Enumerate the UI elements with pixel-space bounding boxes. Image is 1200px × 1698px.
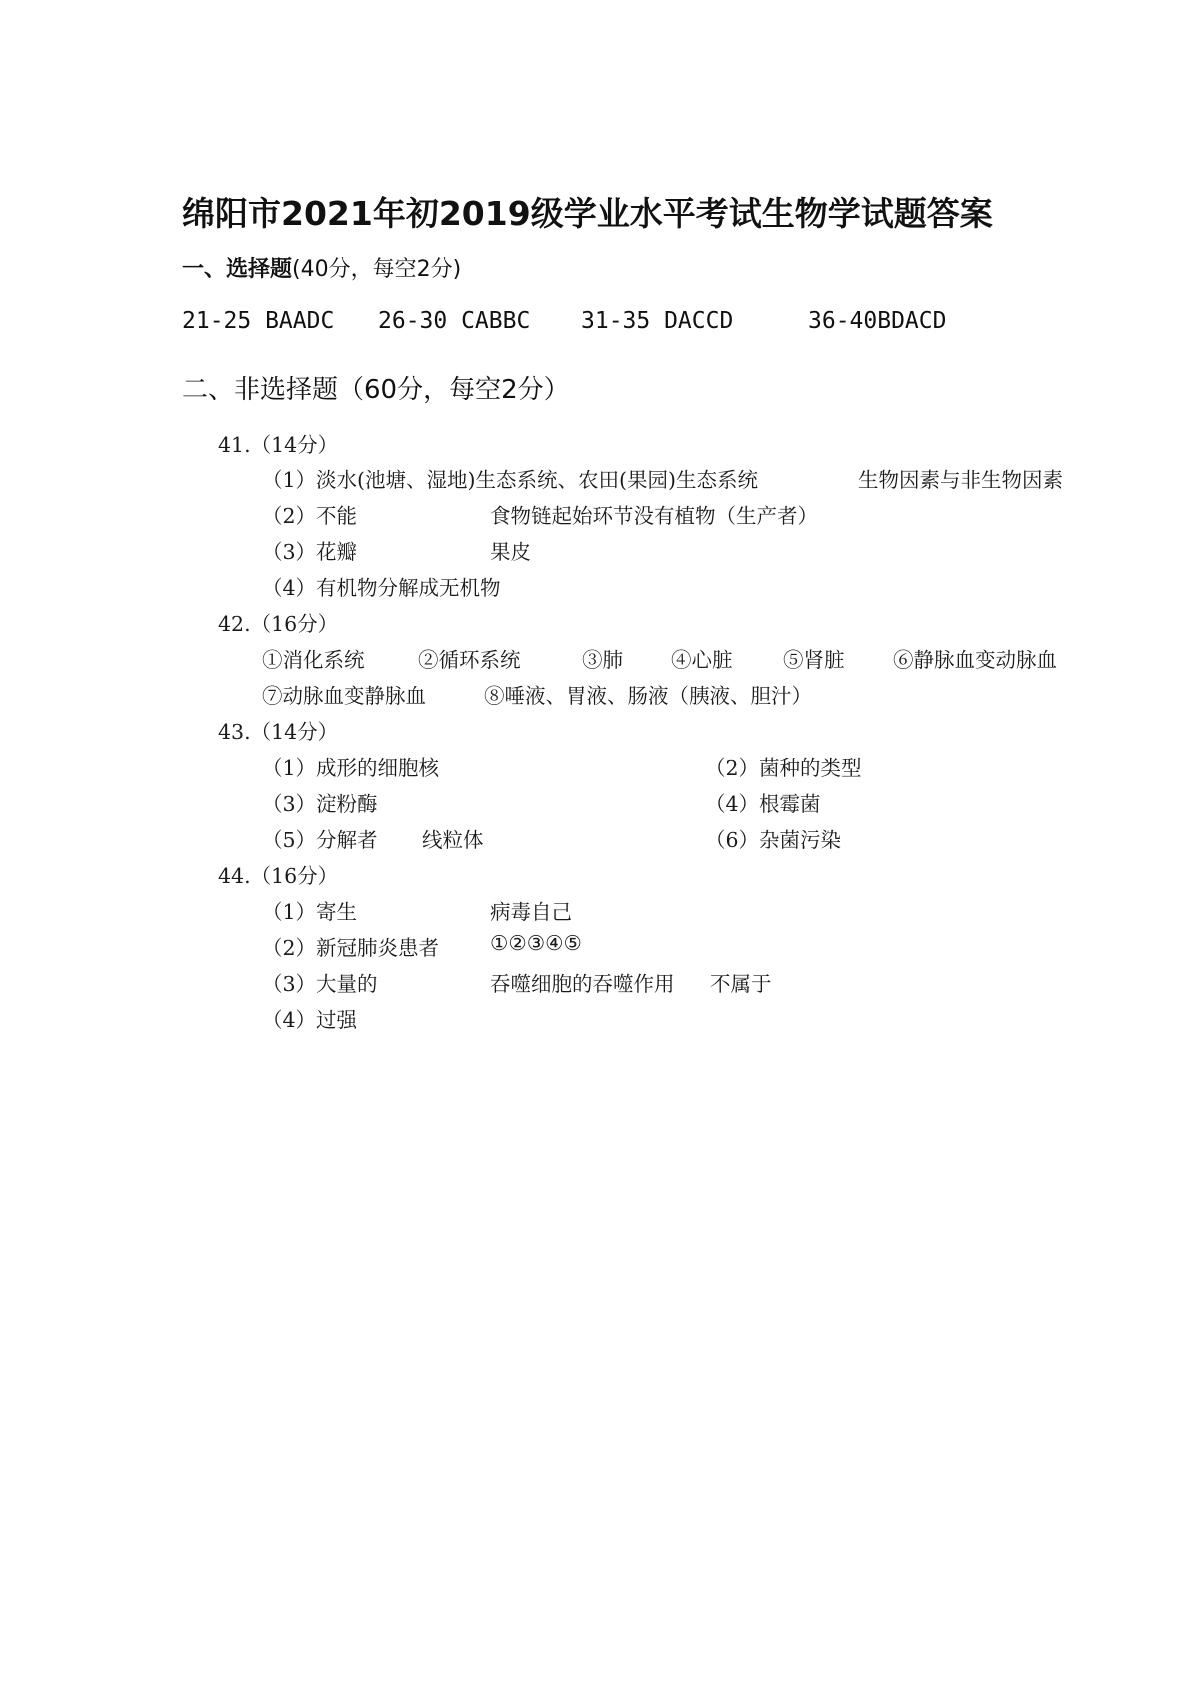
q44-answer-3c: 不属于 — [710, 972, 772, 996]
q43-answer-6: （6）杂菌污染 — [705, 828, 842, 852]
q44-answer-2b: ①②③④⑤ — [490, 931, 582, 955]
mc-answers-36-40: 36-40BDACD — [808, 308, 947, 334]
q42-item-1: ①消化系统 — [262, 648, 365, 672]
q44-answer-3a: （3）大量的 — [262, 972, 378, 996]
q44-answer-4a: （4）过强 — [262, 1008, 358, 1032]
q44-header: 44.（16分） — [218, 864, 339, 888]
q42-item-8: ⑧唾液、胃液、肠液（胰液、胆汁） — [484, 684, 812, 708]
section1-heading-bold: 一、选择题 — [182, 257, 293, 282]
q41-answer-1a: （1）淡水(池塘、湿地)生态系统、农田(果园)生态系统 — [262, 468, 759, 492]
section1-heading — [182, 252, 461, 283]
q42-item-6: ⑥静脉血变动脉血 — [893, 648, 1057, 672]
q43-answer-4: （4）根霉菌 — [705, 792, 821, 816]
mc-answers-31-35: 31-35 DACCD — [581, 308, 734, 334]
q42-item-7: ⑦动脉血变静脉血 — [262, 684, 426, 708]
q42-item-2: ②循环系统 — [418, 648, 521, 672]
q42-header: 42.（16分） — [218, 612, 339, 636]
q44-answer-2a: （2）新冠肺炎患者 — [262, 936, 440, 960]
section2-heading: 二、非选择题（60分，每空2分） — [182, 375, 570, 405]
q43-answer-5a: （5）分解者 — [262, 828, 378, 852]
q43-answer-1: （1）成形的细胞核 — [262, 756, 440, 780]
q43-header: 43.（14分） — [218, 720, 339, 744]
q41-header: 41.（14分） — [218, 433, 339, 457]
document-title: 绵阳市2021年初2019级学业水平考试生物学试题答案 — [182, 194, 993, 233]
mc-answers-21-25: 21-25 BAADC — [182, 308, 335, 334]
q41-answer-2b: 食物链起始环节没有植物（生产者） — [490, 504, 818, 528]
q43-answer-3: （3）淀粉酶 — [262, 792, 378, 816]
mc-answers-26-30: 26-30 CABBC — [378, 308, 531, 334]
q41-answer-4a: （4）有机物分解成无机物 — [262, 576, 501, 600]
q41-answer-2a: （2）不能 — [262, 504, 358, 528]
q43-answer-2: （2）菌种的类型 — [705, 756, 862, 780]
q44-answer-1a: （1）寄生 — [262, 900, 358, 924]
q42-item-5: ⑤肾脏 — [783, 648, 845, 672]
q42-item-3: ③肺 — [582, 648, 623, 672]
q41-answer-1b: 生物因素与非生物因素 — [858, 468, 1063, 492]
q43-answer-5b: 线粒体 — [422, 828, 484, 852]
q44-answer-3b: 吞噬细胞的吞噬作用 — [490, 972, 675, 996]
q42-item-4: ④心脏 — [671, 648, 733, 672]
q41-answer-3a: （3）花瓣 — [262, 540, 358, 564]
section1-heading-rest: (40分，每空2分) — [292, 257, 462, 282]
q41-answer-3b: 果皮 — [490, 540, 531, 564]
q44-answer-1b: 病毒自己 — [490, 900, 572, 924]
